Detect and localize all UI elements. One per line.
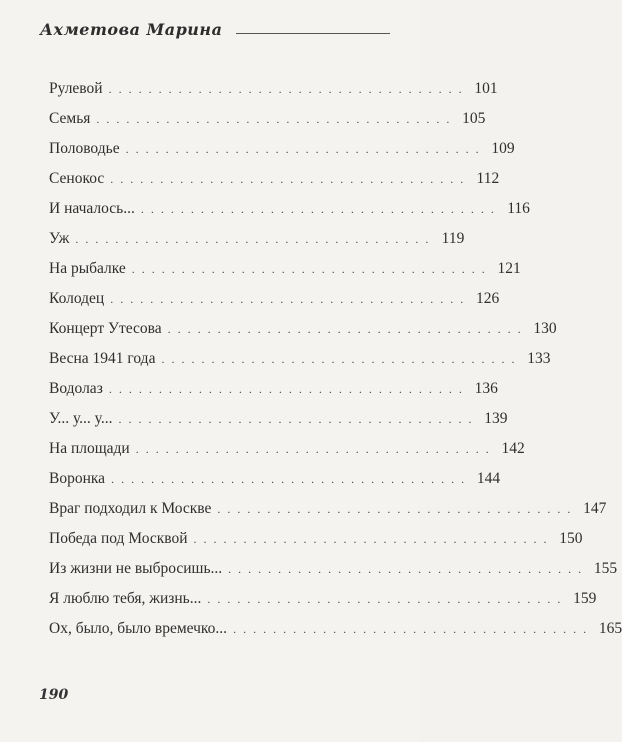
toc-leader-dots: . . . . . . . . . . . . . . . . . . . . . . . . . . . . . . . . . . . .: [131, 262, 487, 276]
toc-entry: [49, 434, 525, 464]
toc-leader-dots: . . . . . . . . . . . . . . . . . . . . . . . . . . . . . . . . . . . .: [167, 322, 523, 336]
toc-entry-title: Водолаз: [49, 380, 103, 397]
toc-entry-page: 112: [476, 170, 500, 187]
toc-entry-title: На рыбалке: [49, 260, 126, 277]
table-of-contents: [49, 74, 622, 644]
toc-leader-dots: . . . . . . . . . . . . . . . . . . . . . . . . . . . . . . . . . . . .: [111, 472, 467, 486]
toc-entry-title: Концерт Утесова: [49, 320, 162, 337]
toc-leader-dots: . . . . . . . . . . . . . . . . . . . . . . . . . . . . . . . . . . . .: [108, 82, 464, 96]
toc-leader-dots: . . . . . . . . . . . . . . . . . . . . . . . . . . . . . . . . . . . .: [193, 532, 549, 546]
toc-entry: [49, 494, 607, 524]
toc-leader-dots: . . . . . . . . . . . . . . . . . . . . . . . . . . . . . . . . . . . .: [233, 622, 589, 636]
toc-leader-dots: . . . . . . . . . . . . . . . . . . . . . . . . . . . . . . . . . . . .: [110, 172, 466, 186]
page-number: 190: [39, 687, 69, 703]
toc-entry-title: Из жизни не выбросишь...: [49, 560, 223, 577]
toc-entry-title: Половодье: [49, 140, 120, 157]
toc-entry-page: 119: [441, 230, 465, 247]
running-header: [40, 19, 390, 45]
toc-leader-dots: . . . . . . . . . . . . . . . . . . . . . . . . . . . . . . . . . . . .: [125, 142, 481, 156]
toc-entry-page: 159: [573, 590, 597, 607]
toc-leader-dots: . . . . . . . . . . . . . . . . . . . . . . . . . . . . . . . . . . . .: [161, 352, 517, 366]
toc-entry-title: Рулевой: [49, 80, 103, 97]
toc-entry: [49, 404, 508, 434]
toc-entry: [49, 104, 486, 134]
toc-entry: [49, 584, 597, 614]
toc-entry-page: 136: [474, 380, 498, 397]
toc-entry-title: Весна 1941 года: [49, 350, 156, 367]
toc-entry-title: Уж: [49, 230, 70, 247]
toc-entry-title: Я люблю тебя, жизнь...: [49, 590, 202, 607]
toc-entry-page: 165: [598, 620, 622, 637]
author-name: Ахметова Марина: [40, 20, 223, 39]
toc-entry-page: 144: [476, 470, 501, 487]
toc-entry: [49, 554, 618, 584]
toc-entry-title: Ох, было, было времечко...: [49, 620, 228, 637]
toc-entry-page: 142: [501, 440, 525, 457]
toc-entry-title: У... у... у...: [49, 410, 113, 427]
toc-entry-page: 133: [527, 350, 551, 367]
toc-entry-page: 101: [474, 80, 498, 97]
toc-leader-dots: . . . . . . . . . . . . . . . . . . . . . . . . . . . . . . . . . . . .: [140, 202, 496, 216]
toc-entry-page: 147: [583, 500, 607, 517]
toc-entry-title: И началось...: [49, 200, 135, 217]
toc-entry-page: 130: [533, 320, 557, 337]
header-rule: [236, 33, 390, 34]
toc-entry: [49, 614, 622, 644]
toc-entry-page: 105: [462, 110, 486, 127]
toc-entry-page: 139: [484, 410, 508, 427]
toc-entry: [49, 74, 498, 104]
toc-leader-dots: . . . . . . . . . . . . . . . . . . . . . . . . . . . . . . . . . . . .: [217, 502, 573, 516]
toc-leader-dots: . . . . . . . . . . . . . . . . . . . . . . . . . . . . . . . . . . . .: [75, 232, 431, 246]
toc-entry: [49, 284, 500, 314]
toc-entry: [49, 164, 500, 194]
toc-leader-dots: . . . . . . . . . . . . . . . . . . . . . . . . . . . . . . . . . . . .: [108, 382, 464, 396]
toc-entry-title: Победа под Москвой: [49, 530, 188, 547]
toc-entry: [49, 224, 465, 254]
toc-entry-page: 155: [593, 560, 618, 577]
toc-entry-page: 121: [497, 260, 521, 277]
toc-leader-dots: . . . . . . . . . . . . . . . . . . . . . . . . . . . . . . . . . . . .: [207, 592, 563, 606]
toc-entry: [49, 314, 557, 344]
toc-entry-title: Семья: [49, 110, 91, 127]
toc-entry: [49, 134, 515, 164]
toc-leader-dots: . . . . . . . . . . . . . . . . . . . . . . . . . . . . . . . . . . . .: [110, 292, 466, 306]
toc-leader-dots: . . . . . . . . . . . . . . . . . . . . . . . . . . . . . . . . . . . .: [228, 562, 584, 576]
toc-leader-dots: . . . . . . . . . . . . . . . . . . . . . . . . . . . . . . . . . . . .: [118, 412, 474, 426]
toc-entry: [49, 344, 551, 374]
toc-entry-title: Колодец: [49, 290, 105, 307]
toc-entry-title: Враг подходил к Москве: [49, 500, 212, 517]
toc-entry-page: 150: [559, 530, 583, 547]
toc-entry-page: 109: [491, 140, 515, 157]
toc-entry: [49, 254, 521, 284]
toc-entry-title: Воронка: [49, 470, 106, 487]
toc-leader-dots: . . . . . . . . . . . . . . . . . . . . . . . . . . . . . . . . . . . .: [96, 112, 452, 126]
toc-entry-page: 116: [507, 200, 530, 217]
toc-leader-dots: . . . . . . . . . . . . . . . . . . . . . . . . . . . . . . . . . . . .: [135, 442, 491, 456]
toc-entry: [49, 524, 583, 554]
toc-entry: [49, 374, 498, 404]
toc-entry: [49, 464, 501, 494]
toc-entry-title: На площади: [49, 440, 130, 457]
toc-entry-page: 126: [475, 290, 500, 307]
toc-entry: [49, 194, 530, 224]
toc-entry-title: Сенокос: [49, 170, 105, 187]
